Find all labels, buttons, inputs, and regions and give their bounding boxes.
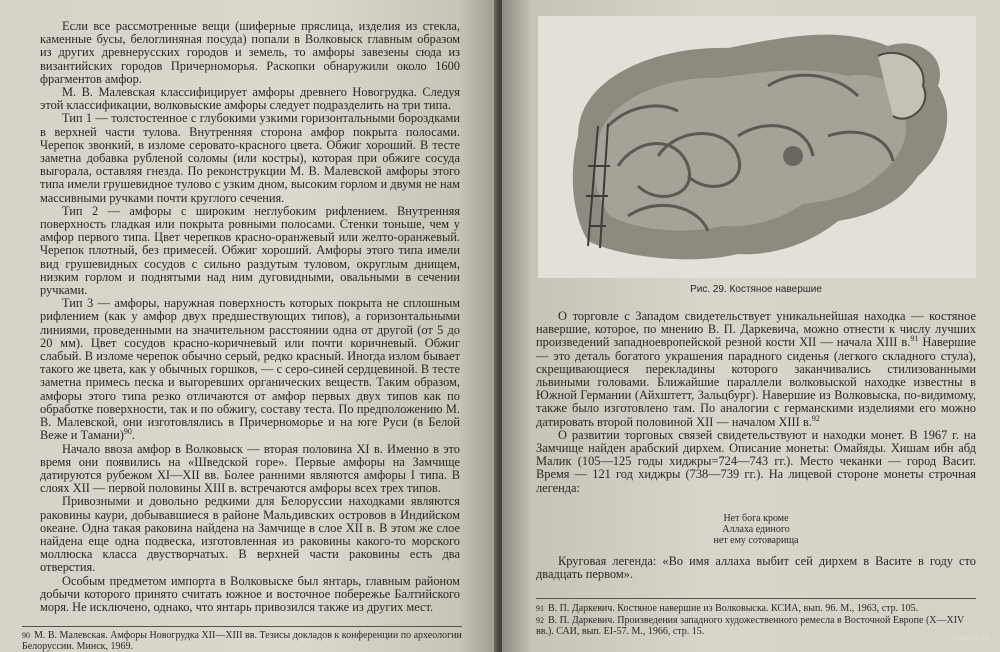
paragraph: Привозными и довольно редкими для Белоруссии находками являются раковины каури, добывавшиеся в районе Мальдивских островов в Индийском океане. Одна такая раковина найдена на Замчище в слое XII в. В этом же слое найдена еще одна подвеска, изготовленная из раковины какого-то морского моллюска класса двустворчатых. В верхней части раковины есть два отверстия. [40,494,460,575]
bone-finial-figure [538,16,976,278]
legend-line: Нет бога кроме [723,513,789,524]
paragraph: Особым предметом импорта в Волковыске был янтарь, главным районом добычи которого принято считать южное и восточное побережье Балтийского моря. Не исключено, однако, что янтарь привозился также из других мест. [40,573,460,614]
bone-finial-illustration [538,16,976,278]
right-page [502,0,1000,652]
paragraph [536,310,976,429]
footnotes [536,598,976,638]
footnote-ref: 91 [910,334,919,344]
paragraph: М. В. Малевская классифицирует амфоры древнего Новогрудка. Следуя этой классификации, волковыские амфоры следует подразделить на три типа. [40,85,460,113]
footnotes [22,626,462,652]
paragraph: Если все рассмотренные вещи (шиферные пряслица, изделия из стекла, каменные бусы, белоглиняная посуда) попали в Волковыск главным образом из других древнерусских городов и земель, то амфоры завезены сюда из византийских городов Причерноморья. Раскопки обнаружили около 1600 фрагментов амфор. [40,19,460,86]
footnote-number: 91 [536,604,544,613]
footnote [536,615,976,638]
footnote-ref: 90 [123,427,132,437]
paragraph: Тип 2 — амфоры с широким неглубоким рифлением. Внутренняя поверхность гладкая или покрыта ровными полосами. Стенки тоньше, чем у амфор первого типа. Цвет черепков красно-оранжевый или желто-оранжевый. Черепок плотный, без примесей. Обжиг хороший. Амфоры этого типа имели вид грушевидных сосудов с сильно раздутым туловом, округлым днищем, низким горлом и поднятыми над ним дуговидными, овальными в сечении ручками. [40,203,460,298]
footnote-text: М. В. Малевская. Амфоры Новогрудка XII—XIII вв. Тезисы докладов к конференции по археологии Белоруссии. Минск, 1969. [22,630,462,652]
right-page-text [536,310,976,495]
footnote-number: 92 [536,615,544,625]
legend-line: Аллаха единого [722,524,790,535]
paragraph: Круговая легенда: «Во имя аллаха выбит сей дирхем в Васите в году сто двадцать первом». [536,554,976,582]
footnote-text: В. П. Даркевич. Произведения западного художественного ремесла в Восточной Европе (X—XIV вв.). САИ, вып. ЕI-57. М., 1966, стр. 15. [536,614,965,637]
left-page-text [40,20,460,614]
paragraph-text: Навершие — это деталь богатого украшения парадного сиденья (легкого складного стула), скрещивающиеся перекладины которого заканчивались стилизованными львиными головами. Ближайшие параллели волковыской находке известны в Южной Германии (Айхштетт, Зальцбург). Навершие из Волковыска, по-видимому, также было изготовлено там. По аналогии с германскими изделиями его можно датировать второй половиной XII — началом XIII в. [536,335,976,429]
footnote-number: 90 [22,631,30,640]
footnote-text: В. П. Даркевич. Костяное навершие из Волковыска. КСИА, вып. 96. М., 1963, стр. 105. [548,603,919,614]
footnote-ref: 92 [811,413,820,423]
circular-legend [536,555,976,581]
coin-legend [536,513,976,546]
left-page [0,0,498,652]
paragraph-text: О торговле с Западом свидетельствует уникальнейшая находка — костяное навершие, которое, по мнению В. П. Даркевича, можно отнести к числу лучших произведений западноевропейской резной кости XII — начала XIII в. [536,309,976,350]
legend-line: нет ему сотоварища [713,535,799,546]
watermark: meshok.ru [952,633,990,642]
paragraph: Тип 3 — амфоры, наружная поверхность которых покрыта не сплошным рифлением (как у амфор двух предшествующих типов), а горизонтальными линиями, проведенными на значительном расстоянии одна от другой (от 5 до 20 мм). Цвет сосудов красно-коричневый или почти коричневый. Обжиг слабый. В изломе черепок обычно серый, редко красный. Иногда излом бывает такого же цвета, как у обычных горшков, — с серо-синей сердцевиной. В тесте заметна примесь песка и выгоревших органических веществ. Таким образом, амфоры этого типа резко отличаются от амфор первых двух типов как по обработке поверхности, так и по обжигу, составу теста. По предположению М. В. Малевской, они изготовлялись в Причерноморье и на юге Руси (в Белой Веже и Тамани)$^{90}$. [40,296,460,443]
paragraph-text: Тип 3 — амфоры, наружная поверхность которых покрыта не сплошным рифлением (как у амфор двух предшествующих типов), а горизонтальными линиями, проведенными на значительном расстоянии одна от другой (от 5 до 20 мм). Цвет сосудов красно-коричневый или почти коричневый. Обжиг слабый. В изломе черепок обычно серый, редко красный. Иногда излом бывает такого же цвета, как у обычных горшков, — с серо-синей сердцевиной. В тесте заметна примесь песка и выгоревших органических веществ. Таким образом, амфоры этого типа резко отличаются от амфор первых двух типов как по обработке поверхности, так и по обжигу, составу теста. По предположению М. В. Малевской, они изготовлялись в Причерноморье и на юге Руси (в Белой Веже и Тамани) [40,296,460,443]
paragraph: О развитии торговых связей свидетельствуют и находки монет. В 1967 г. на Замчище найден арабский дирхем. Описание монеты: Омайяды. Хишам ибн абд Малик (105—125 годы хиджры=724—743 гг.). Место чеканки — город Васит. Время — 121 год хиджры (738—739 гг.). На лицевой стороне монеты строчная легенда: [536,427,976,495]
footnote [536,603,976,615]
footnote [22,630,462,652]
paragraph: Тип 1 — толстостенное с глубокими узкими горизонтальными бороздками в верхней части тулова. Внутренняя сторона амфор покрыта полосами. Черепок звонкий, в изломе серовато-красного цвета. Обжиг хороший. В тесте заметна добавка рубленой соломы (или костры), которая при обжиге сосуда выгорала, оставляя гнезда. По реконструкции М. В. Малевской амфоры этого типа имели грушевидное тулово с узким дном, высоким горлом и двумя не нам массивными ручками почти круглого сечения. [40,111,460,205]
figure-caption: Рис. 29. Костяное навершие [690,284,822,295]
paragraph: Начало ввоза амфор в Волковыск — вторая половина XI в. Именно в это время они появились на «Шведской горе». Первые амфоры на Замчище датируются рубежом XI—XII вв. Более ранними являются амфоры I типа. В слоях XII — первой половины XIII в. встречаются амфоры всех трех типов. [40,441,460,496]
